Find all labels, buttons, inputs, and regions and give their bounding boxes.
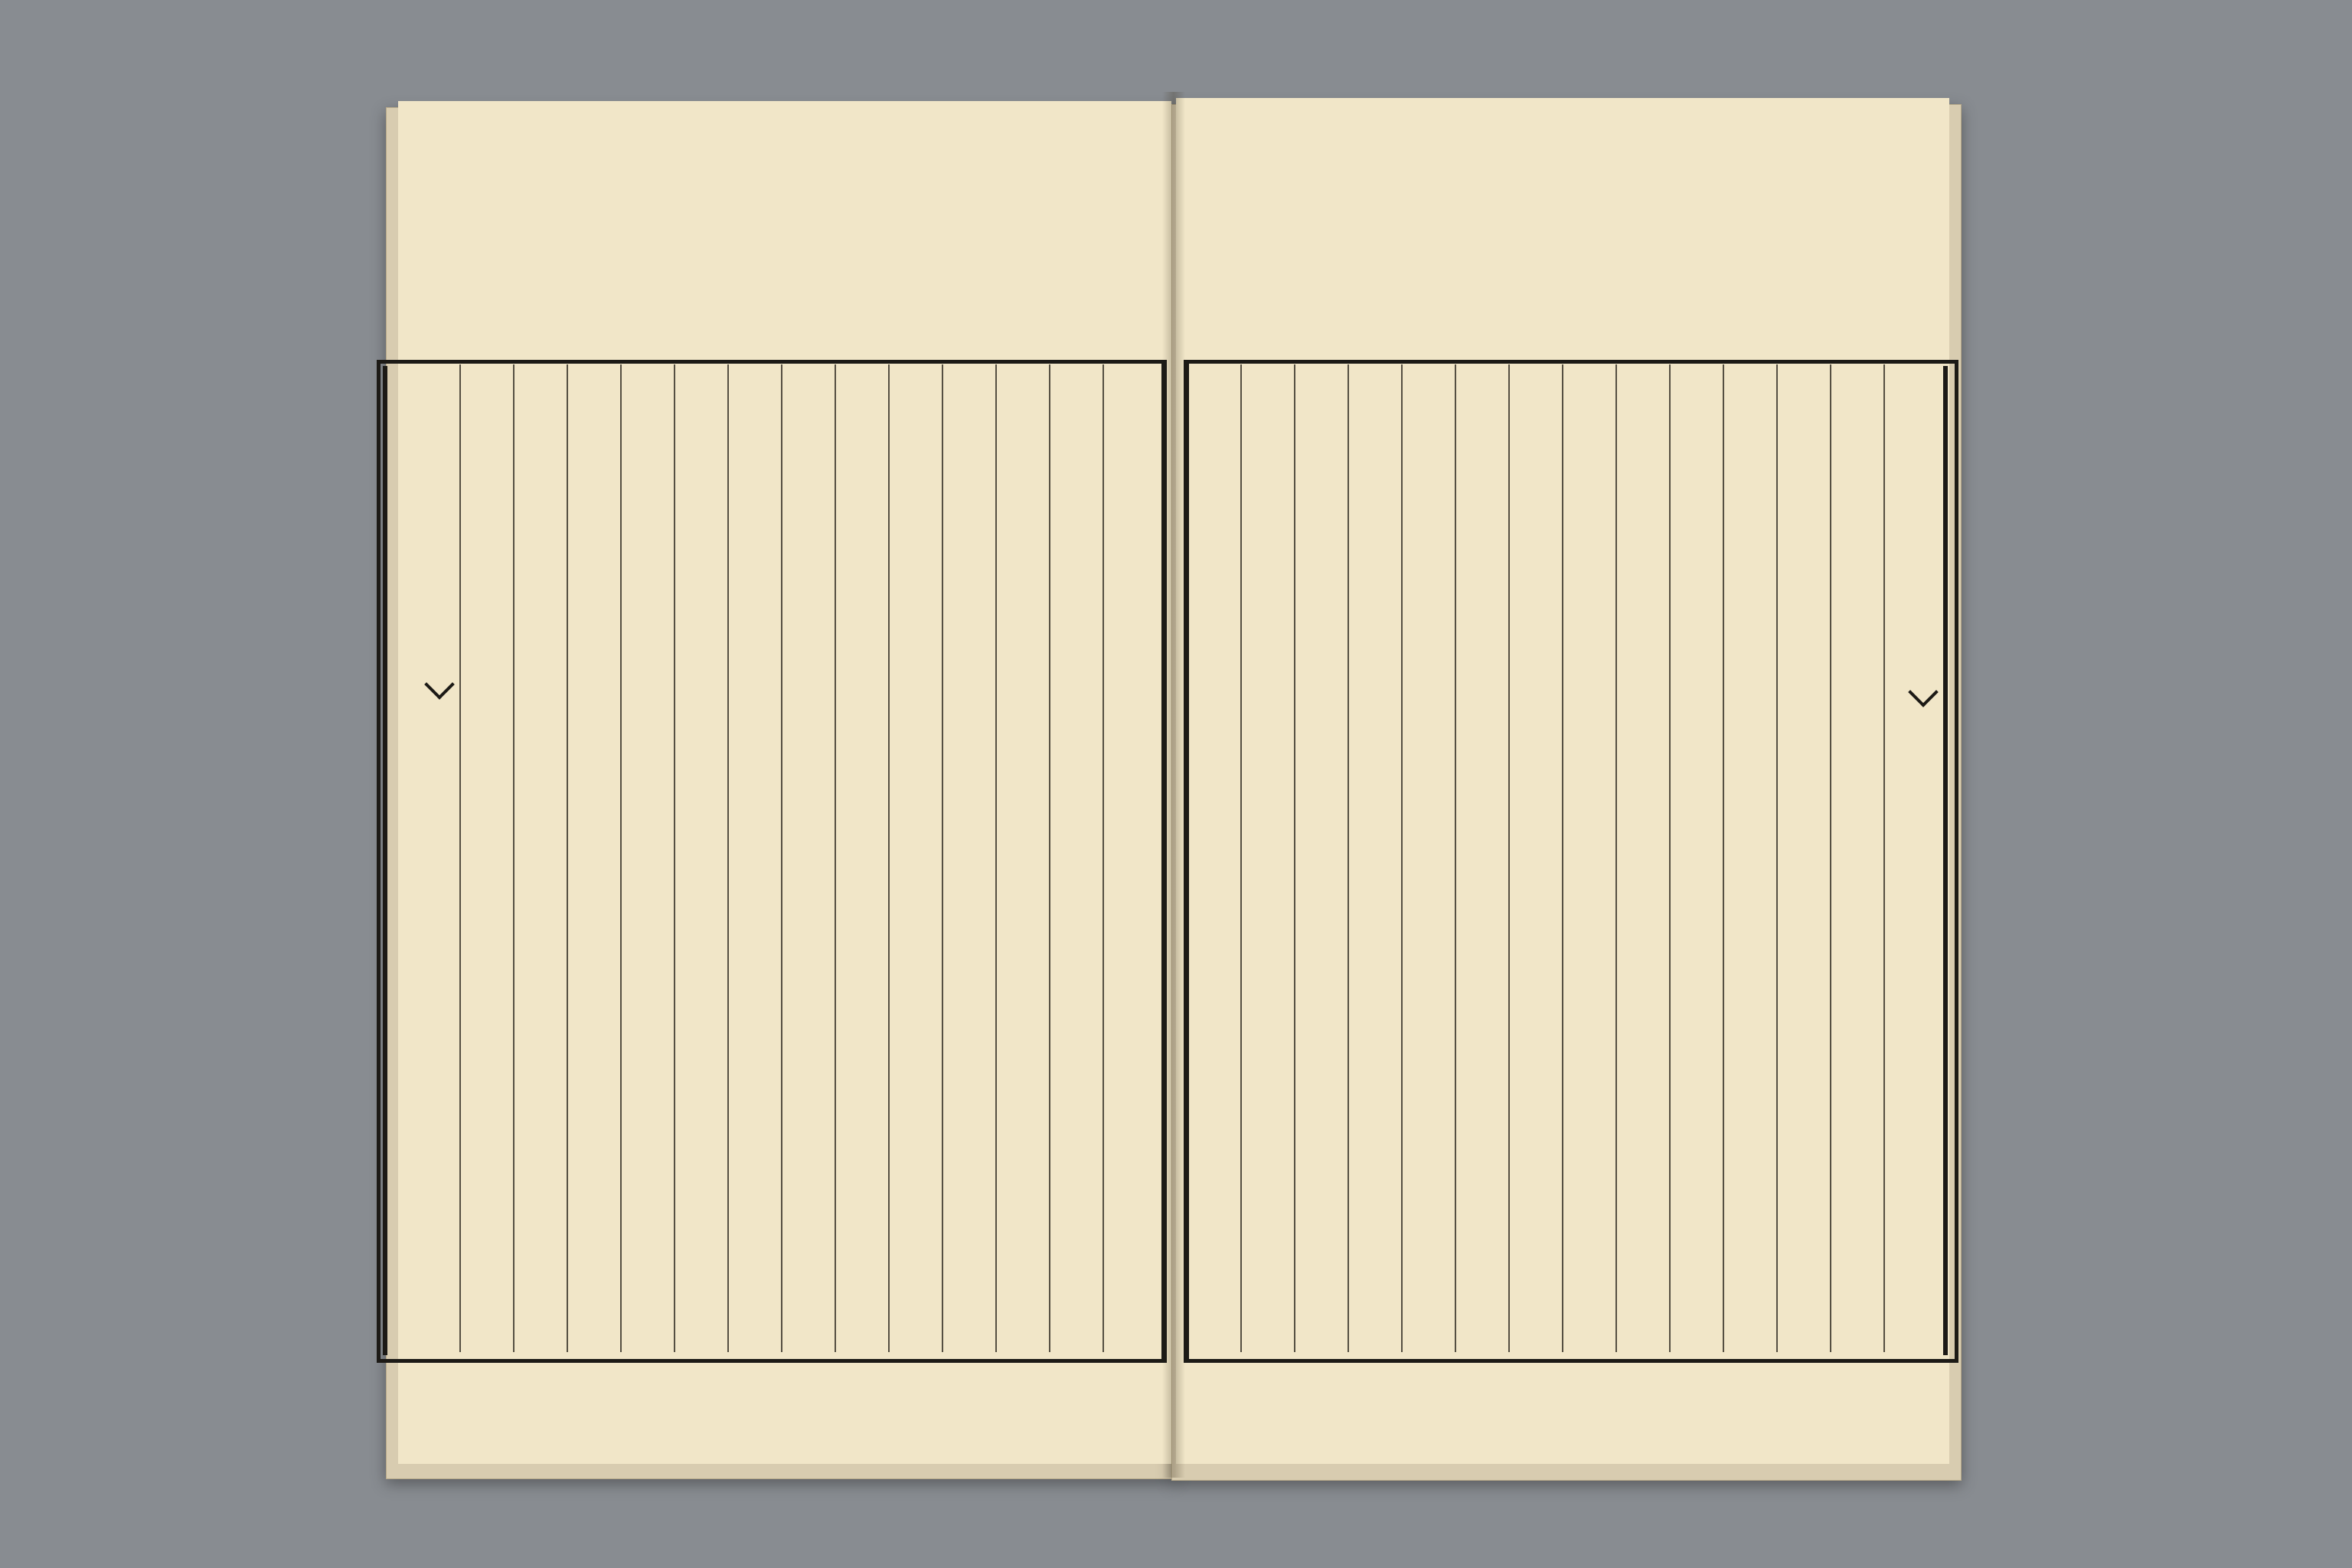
left-subtitle-column [413, 903, 459, 1225]
right-rule [1401, 364, 1403, 1352]
right-outer-double-rule [1943, 366, 1948, 1355]
left-rule [727, 364, 729, 1352]
left-rule [1102, 364, 1104, 1352]
right-rule [1883, 364, 1885, 1352]
right-rule [1723, 364, 1724, 1352]
left-rule [674, 364, 675, 1352]
right-rule [1669, 364, 1671, 1352]
right-rule [1562, 364, 1563, 1352]
left-rule [995, 364, 997, 1352]
right-rule [1508, 364, 1510, 1352]
left-rule [835, 364, 836, 1352]
left-rule [620, 364, 622, 1352]
left-rule [1049, 364, 1050, 1352]
left-rule [942, 364, 943, 1352]
left-outer-double-rule [383, 366, 387, 1355]
left-editors-column [459, 1125, 498, 1355]
right-rule [1348, 364, 1349, 1352]
right-rule [1294, 364, 1295, 1352]
left-rule [513, 364, 514, 1352]
right-page-frame [1184, 360, 1958, 1363]
left-rule [459, 364, 461, 1352]
right-rule [1615, 364, 1617, 1352]
left-rule [781, 364, 782, 1352]
left-rule [567, 364, 568, 1352]
right-rule [1776, 364, 1778, 1352]
left-rule [888, 364, 890, 1352]
right-rule [1455, 364, 1456, 1352]
right-rule [1240, 364, 1242, 1352]
right-rule [1830, 364, 1831, 1352]
